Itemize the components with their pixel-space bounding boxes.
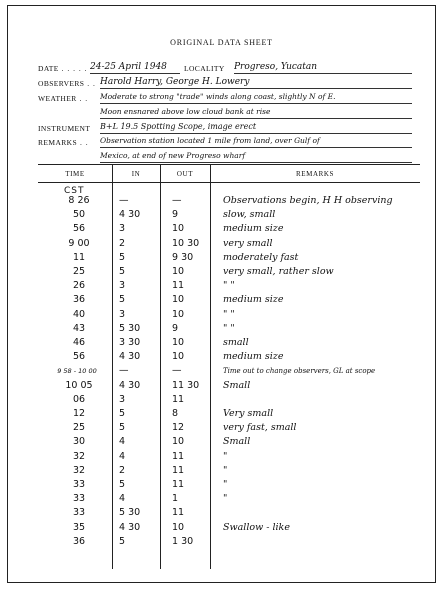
- time-cell: 26: [72, 280, 86, 292]
- table-top-rule: [38, 164, 420, 165]
- in-cell: 3: [119, 223, 126, 235]
- remarks-cell: medium size: [223, 294, 284, 306]
- remarks-cell: Small: [223, 436, 251, 448]
- remarks-cell: very small, rather slow: [223, 266, 334, 277]
- out-cell: 10: [172, 266, 185, 277]
- in-cell: 3 30: [119, 337, 141, 348]
- in-cell: 4 30: [119, 521, 141, 533]
- out-cell: 10: [172, 337, 185, 348]
- table-row: [38, 208, 420, 222]
- remarks-cell: Observations begin, H H observing: [223, 195, 393, 206]
- time-cell: 33: [72, 479, 86, 490]
- time-cell: 12: [72, 408, 86, 419]
- remarks-line-2: Mexico, at end of new Progreso wharf: [100, 150, 412, 163]
- table-row: [38, 393, 420, 407]
- in-cell: —: [119, 195, 129, 206]
- header-in: IN: [131, 170, 141, 178]
- data-sheet: [7, 5, 436, 583]
- time-cell: 33: [72, 507, 86, 519]
- time-cell: 8 26: [68, 195, 90, 206]
- remarks-cell: " ": [223, 322, 235, 334]
- time-cell: 46: [72, 337, 86, 348]
- in-cell: 4 30: [119, 209, 141, 221]
- time-cell: 32: [72, 464, 86, 476]
- remarks-cell: [223, 393, 420, 407]
- remarks-cell: ": [223, 479, 228, 490]
- in-cell: 4: [119, 493, 126, 505]
- instrument-row: [38, 121, 407, 135]
- remarks-row: [38, 135, 407, 165]
- in-cell: 5: [119, 408, 126, 419]
- weather-label: WEATHER . .: [38, 94, 89, 103]
- in-cell: 4: [119, 436, 126, 448]
- table-row: [38, 478, 420, 492]
- remarks-cell: " ": [223, 280, 235, 292]
- table-row: [38, 265, 420, 279]
- out-cell: 1 30: [172, 535, 194, 547]
- remarks-cell: medium size: [223, 351, 284, 363]
- in-cell: 5: [119, 294, 126, 306]
- out-cell: 11: [172, 507, 185, 519]
- out-cell: 11: [172, 280, 185, 292]
- table-row: [38, 435, 420, 449]
- table-row: [38, 308, 420, 322]
- observers-label: OBSERVERS . .: [38, 79, 96, 88]
- out-cell: —: [172, 365, 182, 377]
- out-cell: 11: [172, 450, 185, 462]
- time-cell: 25: [72, 266, 86, 277]
- header-remarks: REMARKS: [295, 170, 335, 178]
- time-cell: 32: [72, 450, 86, 462]
- in-cell: 2: [119, 464, 126, 476]
- weather-line-2: Moon ensnared above low cloud bank at rise: [100, 106, 412, 119]
- weather-line-1: Moderate to strong "trade" winds along coast, slightly N of E.: [100, 91, 412, 104]
- time-cell: 40: [72, 308, 86, 320]
- remarks-cell: ": [223, 493, 228, 505]
- remarks-cell: very small: [223, 237, 273, 249]
- remarks-label: REMARKS . .: [38, 138, 89, 147]
- observers-value: Harold Harry, George H. Lowery: [100, 76, 412, 89]
- out-cell: 8: [172, 408, 179, 419]
- table-row: [38, 194, 420, 208]
- time-cell: 9 58 - 10 00: [57, 367, 97, 376]
- in-cell: 5: [119, 251, 126, 263]
- time-cell: 9 00: [68, 237, 90, 249]
- remarks-cell: Time out to change observers, GL at scope: [223, 367, 376, 376]
- time-cell: 56: [72, 223, 86, 235]
- in-cell: 3: [119, 280, 126, 292]
- out-cell: 11: [172, 393, 185, 405]
- out-cell: 9: [172, 209, 179, 221]
- time-cell: 10 05: [65, 379, 93, 391]
- in-cell: 5: [119, 266, 126, 277]
- table-row: [38, 535, 420, 549]
- table-row: [38, 492, 420, 506]
- header-out: OUT: [176, 170, 194, 178]
- out-cell: 10: [172, 436, 185, 448]
- table-row: [38, 521, 420, 535]
- out-cell: 11 30: [172, 379, 200, 391]
- table-header-rule: [38, 182, 420, 183]
- table-row: [38, 350, 420, 364]
- out-cell: 10: [172, 351, 185, 363]
- in-cell: 3: [119, 308, 126, 320]
- in-cell: —: [119, 365, 129, 377]
- in-cell: 5: [119, 479, 126, 490]
- remarks-cell: medium size: [223, 223, 284, 235]
- in-cell: 3: [119, 393, 126, 405]
- sheet-title: ORIGINAL DATA SHEET: [170, 38, 273, 47]
- table-row: [38, 364, 420, 378]
- out-cell: 11: [172, 464, 185, 476]
- remarks-cell: slow, small: [223, 209, 276, 221]
- time-cell: 43: [72, 322, 86, 334]
- remarks-cell: small: [223, 337, 249, 348]
- remarks-cell: Small: [223, 379, 251, 391]
- out-cell: 10: [172, 308, 185, 320]
- out-cell: 10: [172, 521, 185, 533]
- timezone-label: CST: [64, 186, 85, 196]
- date-label: DATE . . . . .: [38, 64, 88, 73]
- remarks-cell: Very small: [223, 408, 274, 419]
- instrument-value: B+L 19.5 Spotting Scope, image erect: [100, 121, 412, 134]
- time-cell: 33: [72, 493, 86, 505]
- out-cell: 1: [172, 493, 179, 505]
- header-time: TIME: [65, 170, 85, 178]
- out-cell: 10: [172, 294, 185, 306]
- time-cell: 35: [72, 521, 86, 533]
- table-row: [38, 222, 420, 236]
- out-cell: 10 30: [172, 237, 200, 249]
- table-row: [38, 506, 420, 520]
- table-row: [38, 407, 420, 421]
- weather-row: [38, 91, 407, 121]
- table-row: [38, 293, 420, 307]
- out-cell: 11: [172, 479, 185, 490]
- date-row: [38, 61, 407, 75]
- observers-row: [38, 76, 407, 90]
- out-cell: 9 30: [172, 251, 194, 263]
- time-cell: 06: [72, 393, 86, 405]
- time-cell: 25: [72, 422, 86, 434]
- instrument-label: INSTRUMENT: [38, 124, 91, 133]
- table-row: [38, 421, 420, 435]
- time-cell: 56: [72, 351, 86, 363]
- time-cell: 30: [72, 436, 86, 448]
- date-value: 24-25 April 1948: [90, 61, 180, 74]
- time-cell: 11: [72, 251, 86, 263]
- table-row: [38, 322, 420, 336]
- table-row: [38, 450, 420, 464]
- out-cell: 10: [172, 223, 185, 235]
- in-cell: 2: [119, 237, 126, 249]
- table-row: [38, 336, 420, 350]
- locality-label: LOCALITY: [184, 64, 225, 73]
- in-cell: 4 30: [119, 351, 141, 363]
- table-row: [38, 251, 420, 265]
- remarks-cell: moderately fast: [223, 251, 299, 263]
- remarks-cell: ": [223, 464, 228, 476]
- in-cell: 5: [119, 422, 126, 434]
- table-row: [38, 379, 420, 393]
- remarks-cell: [223, 535, 420, 549]
- in-cell: 5: [119, 535, 126, 547]
- time-cell: 36: [72, 294, 86, 306]
- in-cell: 4: [119, 450, 126, 462]
- table-row: [38, 464, 420, 478]
- time-cell: 50: [72, 209, 86, 221]
- remarks-cell: ": [223, 450, 228, 462]
- time-cell: 36: [72, 535, 86, 547]
- remarks-cell: " ": [223, 308, 235, 320]
- remarks-line-1: Observation station located 1 mile from land, over Gulf of: [100, 135, 412, 148]
- observation-table: [38, 164, 420, 569]
- table-row: [38, 279, 420, 293]
- in-cell: 4 30: [119, 379, 141, 391]
- in-cell: 5 30: [119, 322, 141, 334]
- out-cell: —: [172, 195, 182, 206]
- in-cell: 5 30: [119, 507, 141, 519]
- remarks-cell: very fast, small: [223, 422, 297, 434]
- remarks-cell: [223, 506, 420, 520]
- out-cell: 9: [172, 322, 179, 334]
- out-cell: 12: [172, 422, 185, 434]
- table-row: [38, 237, 420, 251]
- remarks-cell: Swallow - like: [223, 521, 290, 533]
- locality-value: Progreso, Yucatan: [234, 61, 412, 74]
